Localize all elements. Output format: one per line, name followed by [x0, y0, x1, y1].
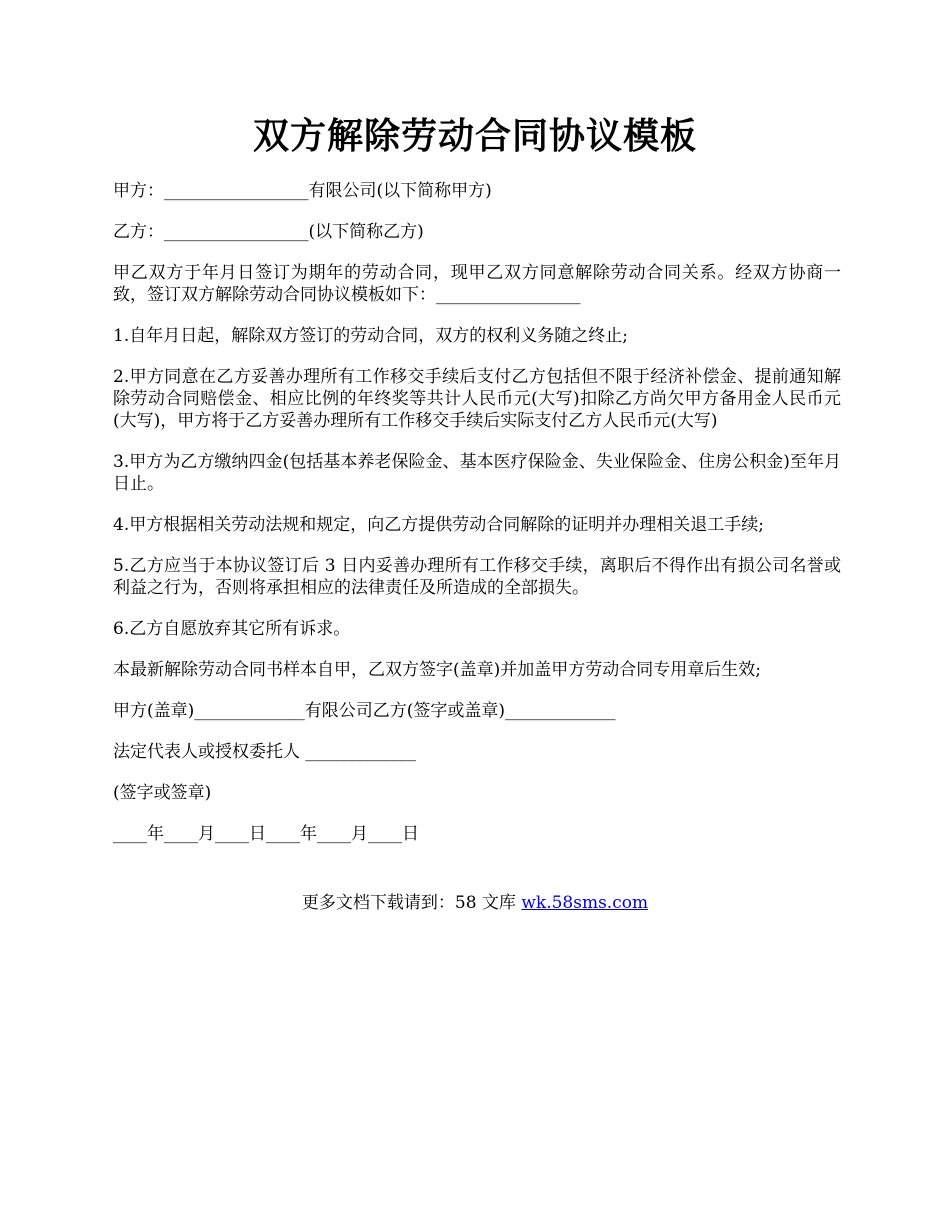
- document-title: 双方解除劳动合同协议模板: [252, 115, 697, 157]
- party-a-line: 甲方：_________________有限公司(以下简称甲方): [113, 181, 492, 201]
- clause-6: 6.乙方自愿放弃其它所有诉求。: [113, 619, 351, 639]
- clause-3: 3.甲方为乙方缴纳四金(包括基本养老保险金、基本医疗保险金、失业保险金、住房公积金)至年月日止。: [113, 452, 841, 494]
- effective-clause: 本最新解除劳动合同书样本自甲，乙双方签字(盖章)并加盖甲方劳动合同专用章后生效;: [113, 660, 761, 680]
- clause-2: 2.甲方同意在乙方妥善办理所有工作移交手续后支付乙方包括但不限于经济补偿金、提前通知解除劳动合同赔偿金、相应比例的年终奖等共计人民币元(大写)扣除乙方尚欠甲方备用金人民币元(大写)，甲方将于乙方妥善办理所有工作移交手续后实际支付乙方人民币元(大写): [113, 367, 841, 431]
- clause-5: 5.乙方应当于本协议签订后 3 日内妥善办理所有工作移交手续，离职后不得作出有损公司名誉或利益之行为，否则将承担相应的法律责任及所造成的全部损失。: [113, 556, 841, 598]
- signature-line: 甲方(盖章)_____________有限公司乙方(签字或盖章)_____________: [113, 701, 616, 721]
- footer-link[interactable]: wk.58sms.com: [521, 893, 649, 913]
- footer-text: 更多文档下载请到：58 文库: [301, 893, 522, 913]
- clause-1: 1.自年月日起，解除双方签订的劳动合同，双方的权利义务随之终止;: [113, 326, 628, 346]
- representative-line: 法定代表人或授权委托人 _____________: [113, 742, 416, 762]
- footer: [0, 892, 950, 914]
- sign-or-seal-note: (签字或签章): [113, 783, 212, 803]
- preamble-paragraph: 甲乙双方于年月日签订为期年的劳动合同，现甲乙双方同意解除劳动合同关系。经双方协商一致，签订双方解除劳动合同协议模板如下：_________________: [113, 263, 841, 305]
- party-b-line: 乙方：_________________(以下简称乙方): [113, 222, 424, 242]
- date-line: ____年____月____日____年____月____日: [113, 824, 419, 844]
- document-body: [113, 180, 841, 864]
- clause-4: 4.甲方根据相关劳动法规和规定，向乙方提供劳动合同解除的证明并办理相关退工手续;: [113, 515, 764, 535]
